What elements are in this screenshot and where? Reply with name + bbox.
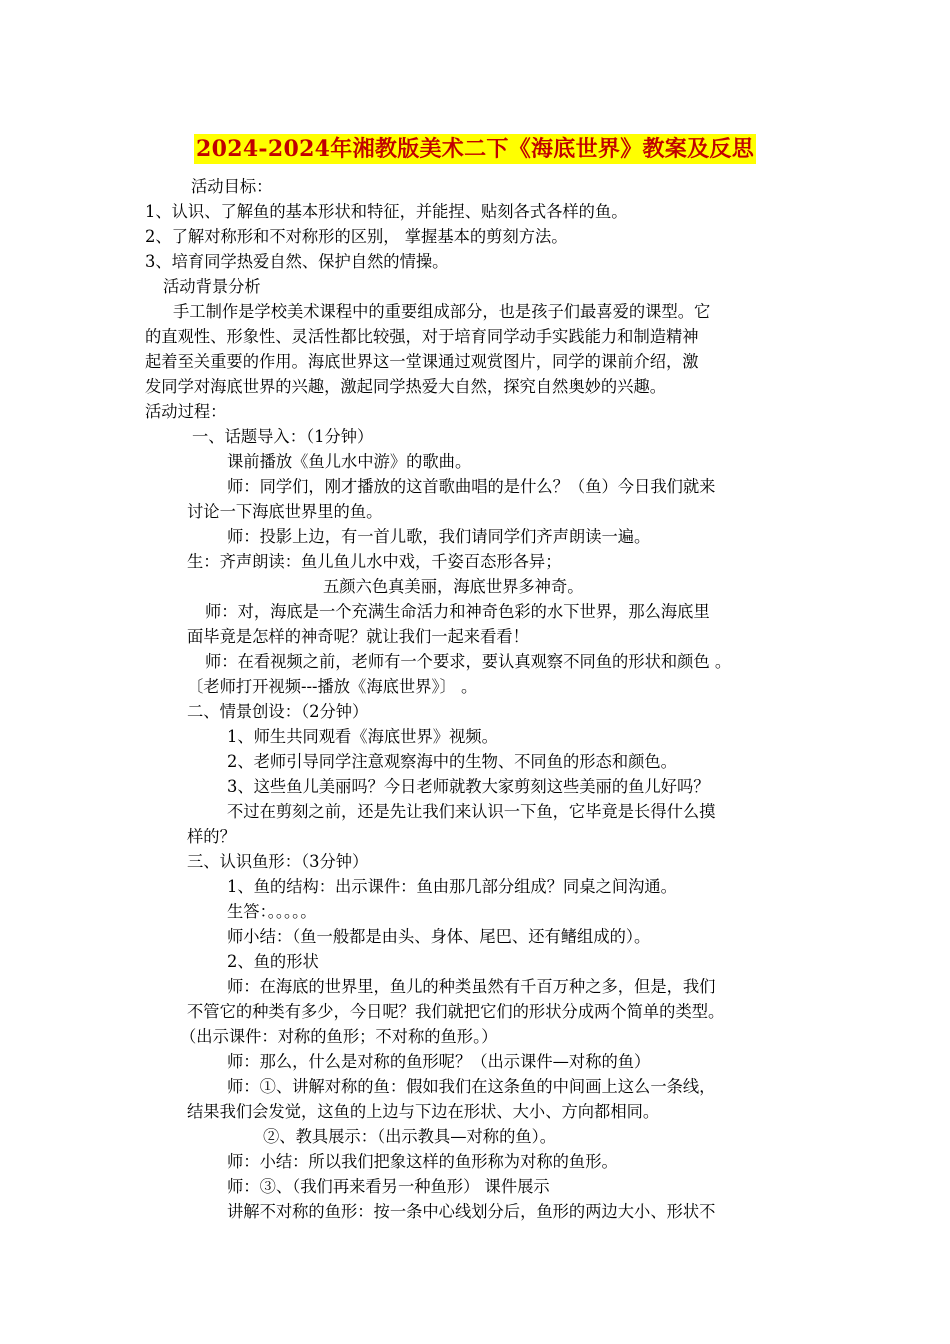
text-line: 1、师生共同观看《海底世界》视频。 [227,727,498,746]
text-line: 2、了解对称形和不对称形的区别， 掌握基本的剪刻方法。 [145,227,568,246]
text-line: 师：同学们，刚才播放的这首歌曲唱的是什么？（鱼）今日我们就来 [227,477,716,496]
text-line: 1、认识、了解鱼的基本形状和特征，并能捏、贴刻各式各样的鱼。 [145,202,628,221]
text-line: 师：那么，什么是对称的鱼形呢？（出示课件—对称的鱼） [227,1052,651,1071]
text-line: 师：在海底的世界里，鱼儿的种类虽然有千百万种之多，但是，我们 [227,977,716,996]
text-line: 师：对，海底是一个充满生命活力和神奇色彩的水下世界，那么海底里 [205,602,710,621]
text-line: 2、老师引导同学注意观察海中的生物、不同鱼的形态和颜色。 [227,752,677,771]
text-line: 的直观性、形象性、灵活性都比较强，对于培育同学动手实践能力和制造精神 [145,327,699,346]
text-line: 活动目标： [191,177,273,196]
text-line: 样的？ [187,827,236,846]
text-line: 3、培育同学热爱自然、保护自然的情操。 [145,252,449,271]
title-row [0,134,950,164]
text-line: 生答：。。。。。 [227,902,317,921]
text-line: 结果我们会发觉，这鱼的上边与下边在形状、大小、方向都相同。 [187,1102,660,1121]
text-line: 1、鱼的结构：出示课件：鱼由那几部分组成？同桌之间沟通。 [227,877,677,896]
text-line: 一、话题导入：（1分钟） [192,427,374,446]
text-line: 二、情景创设：（2分钟） [187,702,369,721]
text-line: 师：投影上边，有一首儿歌，我们请同学们齐声朗读一遍。 [227,527,651,546]
text-line: 师小结：（鱼一般都是由头、身体、尾巴、还有鳍组成的）。 [227,927,651,946]
text-line: 3、这些鱼儿美丽吗？今日老师就教大家剪刻这些美丽的鱼儿好吗？ [227,777,710,796]
text-line: 面毕竟是怎样的神奇呢？就让我们一起来看看！ [187,627,529,646]
text-line: 讨论一下海底世界里的鱼。 [187,502,383,521]
text-line: 不过在剪刻之前，还是先让我们来认识一下鱼，它毕竟是长得什么摸 [227,802,716,821]
text-line: 师：①、讲解对称的鱼：假如我们在这条鱼的中间画上这么一条线， [227,1077,716,1096]
text-line: 五颜六色真美丽，海底世界多神奇。 [323,577,584,596]
text-line: 起着至关重要的作用。海底世界这一堂课通过观赏图片，同学的课前介绍，激 [145,352,699,371]
text-line: 师：在看视频之前，老师有一个要求，要认真观察不同鱼的形状和颜色 。 [205,652,732,671]
text-line: 师：③、（我们再来看另一种鱼形） 课件展示 [227,1177,550,1196]
text-line: 课前播放《鱼儿水中游》的歌曲。 [227,452,472,471]
text-line: 〔老师打开视频---播放《海底世界》〕 。 [187,677,478,696]
text-line: 手工制作是学校美术课程中的重要组成部分，也是孩子们最喜爱的课型。它 [173,302,711,321]
text-line: 讲解不对称的鱼形：按一条中心线划分后，鱼形的两边大小、形状不 [227,1202,716,1221]
document-title: 2024-2024年湘教版美术二下《海底世界》教案及反思 [196,136,754,162]
text-line: 生：齐声朗读：鱼儿鱼儿水中戏，千姿百态形各异； [187,552,562,571]
text-line: 师：小结：所以我们把象这样的鱼形称为对称的鱼形。 [227,1152,618,1171]
text-line: ②、教具展示：（出示教具—对称的鱼）。 [263,1127,557,1146]
text-line: （出示课件：对称的鱼形；不对称的鱼形。） [180,1027,498,1046]
text-line: 发同学对海底世界的兴趣，激起同学热爱大自然，探究自然奥妙的兴趣。 [145,377,667,396]
text-line: 活动背景分析 [163,277,261,296]
text-line: 不管它的种类有多少，今日呢？我们就把它们的形状分成两个简单的类型。 [187,1002,725,1021]
text-line: 2、鱼的形状 [227,952,319,971]
text-line: 活动过程： [145,402,227,421]
text-line: 三、认识鱼形：（3分钟） [187,852,369,871]
